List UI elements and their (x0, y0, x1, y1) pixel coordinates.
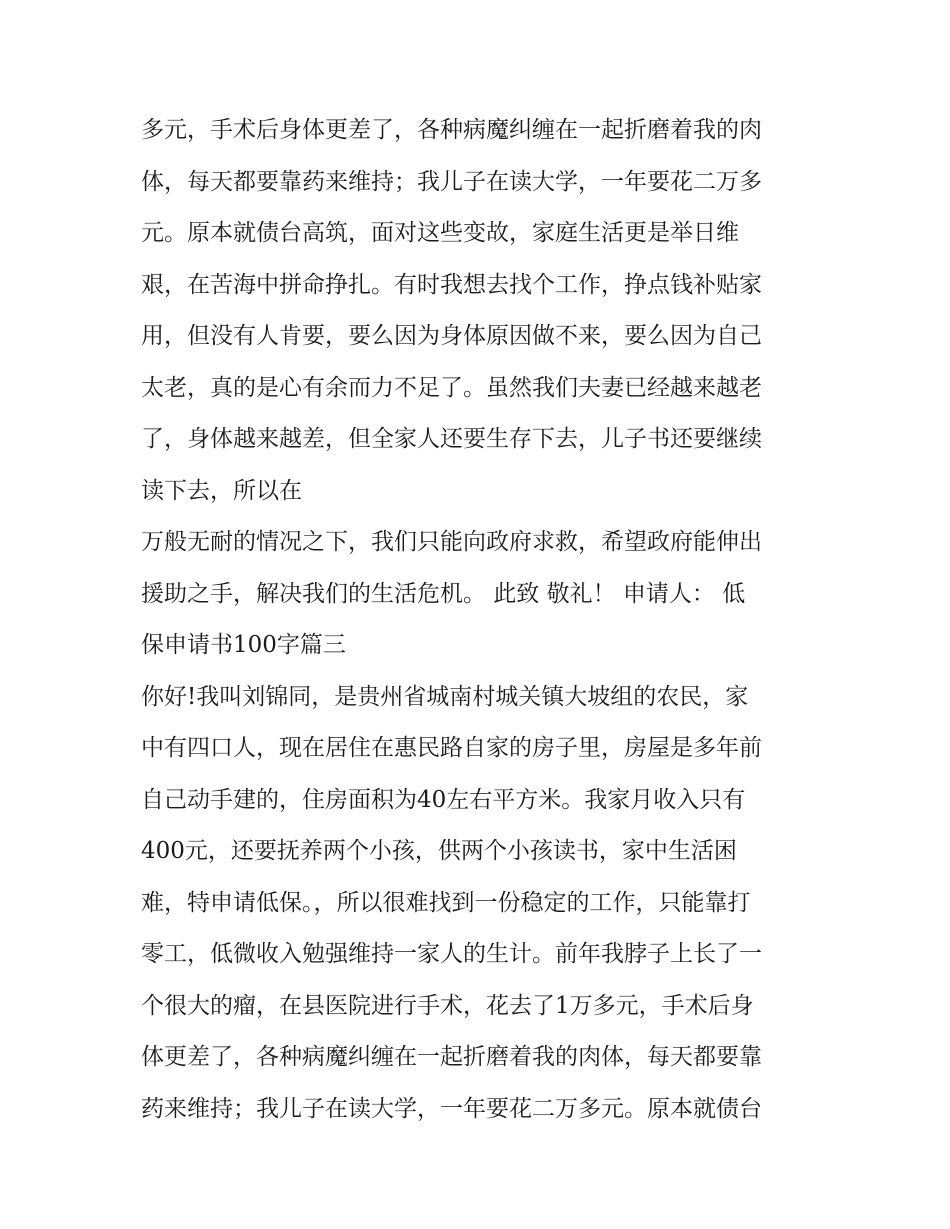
text-line: 零工，低微收入勉强维持一家人的生计。前年我脖子上长了一 (141, 941, 762, 967)
text-line: 太老，真的是心有余而力不足了。虽然我们夫妻已经越来越老 (141, 374, 762, 401)
text-line: 援助之手，解决我们的生活危机。 此致 敬礼！ 申请人： 低 (141, 580, 746, 607)
text-line: 400元，还要抚养两个小孩，供两个小孩读书，家中生活困 (141, 838, 737, 864)
text-line: 个很大的瘤，在县医院进行手术，花去了1万多元，手术后身 (141, 992, 754, 1019)
text-line: 难，特申请低保。，所以很难找到一份稳定的工作，只能靠打 (141, 889, 751, 916)
section-heading: 保申请书100字篇三 (141, 632, 346, 658)
text-line: 你好!我叫刘锦同，是贵州省城南村城关镇大坡组的农民，家 (141, 683, 749, 710)
text-line: 自己动手建的，住房面积为40左右平方米。我家月收入只有 (141, 786, 746, 813)
text-line: 体，每天都要靠药来维持；我儿子在读大学，一年要花二万多 (141, 168, 762, 195)
text-line: 元。原本就债台高筑，面对这些变故，家庭生活更是举日维 (141, 220, 739, 246)
text-line: 体更差了，各种病魔纠缠在一起折磨着我的肉体，每天都要靠 (141, 1044, 762, 1070)
text-line: 用，但没有人肯要，要么因为身体原因做不来，要么因为自己 (141, 323, 762, 349)
text-line: 万般无耐的情况之下，我们只能向政府求救，希望政府能伸出 (141, 529, 762, 555)
text-line: 多元，手术后身体更差了，各种病魔纠缠在一起折磨着我的肉 (141, 117, 762, 143)
text-line: 药来维持；我儿子在读大学，一年要花二万多元。原本就债台 (141, 1095, 762, 1122)
text-line: 读下去，所以在 (141, 477, 302, 504)
text-line: 中有四口人，现在居住在惠民路自家的房子里，房屋是多年前 (141, 735, 762, 761)
document-body (141, 105, 821, 1135)
text-line: 了，身体越来越差，但全家人还要生存下去，儿子书还要继续 (141, 426, 762, 452)
text-line: 艰，在苦海中拼命挣扎。有时我想去找个工作，挣点钱补贴家 (141, 271, 762, 298)
